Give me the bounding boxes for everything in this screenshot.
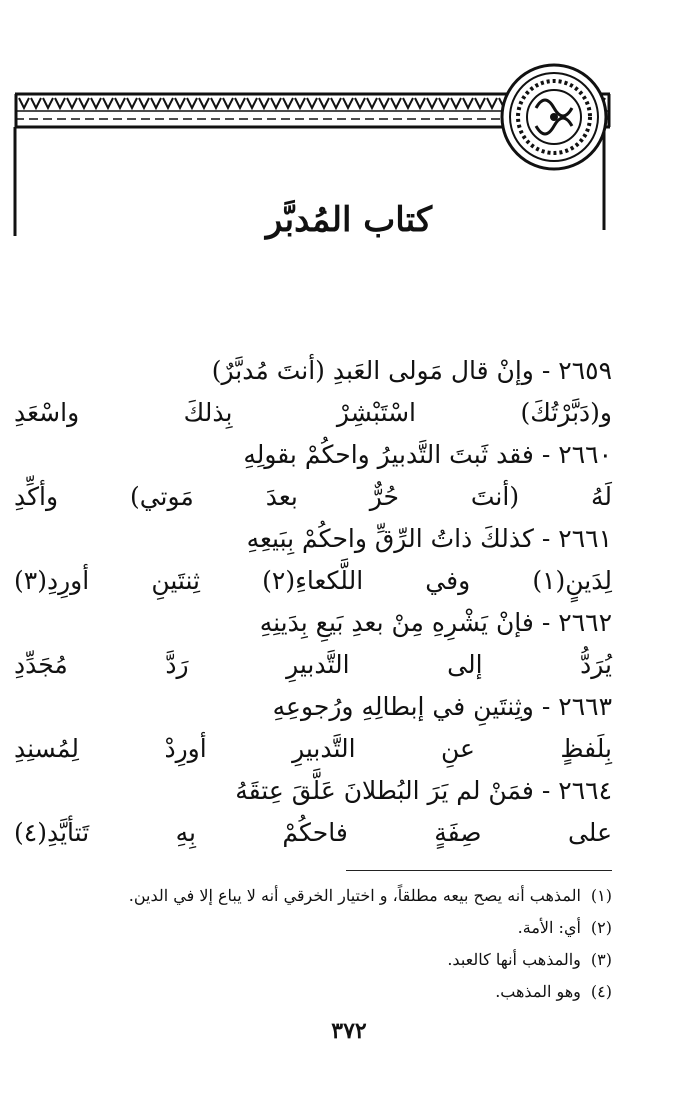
page-title: كتاب المُدبَّر [265, 200, 433, 240]
footnote-number: (٢) [590, 918, 612, 937]
verse: ٢٦٦٣- وثِنتَينِ في إبطالِهِ ورُجوعِهِ بِلَفظٍ عنِ التَّدبيرِ أورِدْ لِمُسنِدِ [14, 686, 612, 770]
verse-number: ٢٦٦١ [558, 524, 612, 553]
verse: ٢٦٦٤- فمَنْ لم يَرَ البُطلانَ عَلَّقَ عِتقَهُ على صِفَةٍ فاحكُمْ بِهِ تَتأيَّدِ(٤) [14, 770, 612, 854]
footnote-text: المذهب أنه يصح بيعه مطلقاً، و اختيار الخرقي أنه لا يباع إلا في الدين. [128, 886, 581, 905]
footnote-text: أي: الأمة. [517, 918, 581, 937]
rosette-ornament [502, 65, 606, 169]
verse-second-hemistich: على صِفَةٍ فاحكُمْ بِهِ تَتأيَّدِ(٤) [14, 818, 612, 847]
verse-number: ٢٦٥٩ [558, 356, 612, 385]
verse: ٢٦٦٢- فإنْ يَشْرِهِ مِنْ بعدِ بَيعِ بِدَينِهِ يُرَدُّ إلى التَّدبيرِ رَدَّ مُجَدِّدِ [14, 602, 612, 686]
footnote-number: (٣) [590, 950, 612, 969]
verse-first-hemistich: وثِنتَينِ في إبطالِهِ ورُجوعِهِ [272, 692, 534, 721]
verse-first-hemistich: فإنْ يَشْرِهِ مِنْ بعدِ بَيعِ بِدَينِهِ [259, 608, 534, 637]
verse-second-hemistich: يُرَدُّ إلى التَّدبيرِ رَدَّ مُجَدِّدِ [14, 650, 612, 679]
verse-second-hemistich: و(دَبَّرْتُكَ) اسْتَبْشِرْ بِذلكَ واسْعَدِ [14, 398, 612, 427]
verse: ٢٦٥٩- وإنْ قال مَولى العَبدِ (أنتَ مُدبَّرٌ) و(دَبَّرْتُكَ) اسْتَبْشِرْ بِذلكَ واسْعَدِ [14, 350, 612, 434]
verse-number: ٢٦٦٤ [558, 776, 612, 805]
verse-first-hemistich: وإنْ قال مَولى العَبدِ (أنتَ مُدبَّرٌ) [211, 356, 534, 385]
page-number: ٣٧٢ [331, 1018, 367, 1044]
footnote [80, 912, 612, 944]
verse-first-hemistich: فقد ثَبتَ التَّدبيرُ واحكُمْ بقولِهِ [243, 440, 534, 469]
footnote-number: (٤) [590, 982, 612, 1001]
verse-second-hemistich: لِدَينٍ(١) وفي اللَّكعاءِ(٢) ثِنتَينِ أورِدِ(٣) [14, 566, 612, 595]
verse-number: ٢٦٦٠ [558, 440, 612, 469]
verse-first-hemistich: كذلكَ ذاتُ الرِّقِّ واحكُمْ بِبَيعِهِ [246, 524, 534, 553]
verse-first-hemistich: فمَنْ لم يَرَ البُطلانَ عَلَّقَ عِتقَهُ [235, 776, 534, 805]
verse: ٢٦٦٠- فقد ثَبتَ التَّدبيرُ واحكُمْ بقولِهِ لَهُ (أنتَ حُرٌّ بعدَ مَوتي) وأكِّدِ [14, 434, 612, 518]
verse-second-hemistich: لَهُ (أنتَ حُرٌّ بعدَ مَوتي) وأكِّدِ [14, 482, 612, 511]
footnote-number: (١) [590, 886, 612, 905]
verse-second-hemistich: بِلَفظٍ عنِ التَّدبيرِ أورِدْ لِمُسنِدِ [14, 734, 612, 763]
poem-verses [14, 350, 612, 854]
footnote-text: والمذهب أنها كالعبد. [447, 950, 581, 969]
verse-number: ٢٦٦٢ [558, 608, 612, 637]
footnote [80, 880, 612, 912]
verse-number: ٢٦٦٣ [558, 692, 612, 721]
footnote [80, 944, 612, 976]
footnote [80, 976, 612, 1008]
verse: ٢٦٦١- كذلكَ ذاتُ الرِّقِّ واحكُمْ بِبَيعِهِ لِدَينٍ(١) وفي اللَّكعاءِ(٢) ثِنتَينِ أورِدِ(٣) [14, 518, 612, 602]
footnote-text: وهو المذهب. [495, 982, 581, 1001]
footnote-divider [346, 870, 612, 871]
footnotes [80, 880, 612, 1008]
